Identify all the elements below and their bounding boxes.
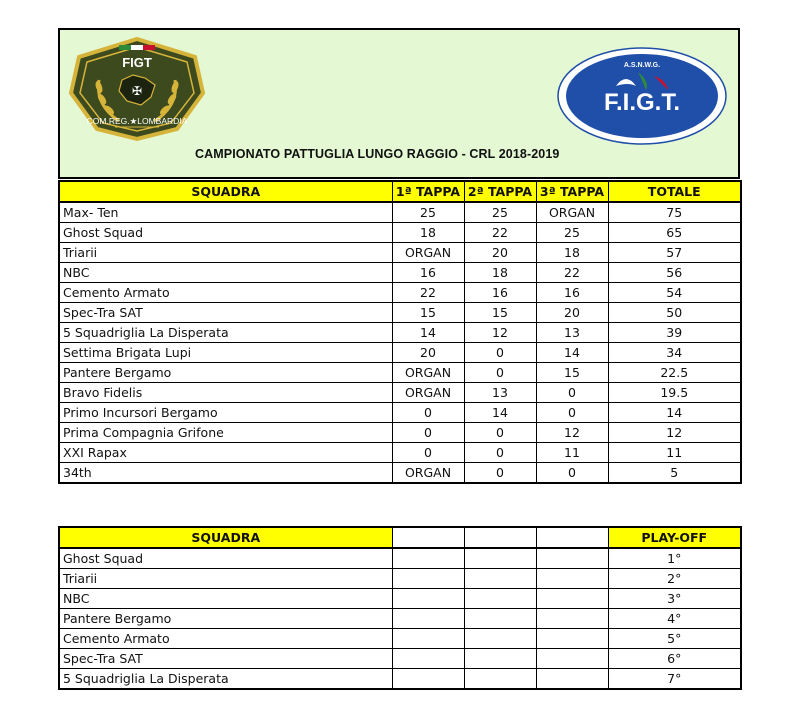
column-header-team: SQUADRA bbox=[59, 527, 392, 548]
team-name-cell: Ghost Squad bbox=[59, 548, 392, 569]
playoff-rank-cell: 2° bbox=[608, 569, 741, 589]
standings-row bbox=[59, 383, 741, 403]
team-name-cell: Pantere Bergamo bbox=[59, 609, 392, 629]
standings-row bbox=[59, 303, 741, 323]
stage-1-cell: ORGAN bbox=[392, 463, 464, 484]
stage-2-cell: 0 bbox=[464, 343, 536, 363]
stage-3-cell: 13 bbox=[536, 323, 608, 343]
stage-2-cell: 20 bbox=[464, 243, 536, 263]
total-cell: 57 bbox=[608, 243, 741, 263]
blank-cell bbox=[536, 609, 608, 629]
blank-cell bbox=[536, 629, 608, 649]
stage-1-cell: ORGAN bbox=[392, 363, 464, 383]
standings-row bbox=[59, 463, 741, 484]
stage-3-cell: 14 bbox=[536, 343, 608, 363]
stage-2-cell: 13 bbox=[464, 383, 536, 403]
team-name-cell: Pantere Bergamo bbox=[59, 363, 392, 383]
playoff-row bbox=[59, 669, 741, 690]
team-name-cell: Ghost Squad bbox=[59, 223, 392, 243]
blank-cell bbox=[464, 649, 536, 669]
stage-3-cell: 15 bbox=[536, 363, 608, 383]
stage-3-cell: 0 bbox=[536, 463, 608, 484]
playoff-row bbox=[59, 649, 741, 669]
stage-2-cell: 25 bbox=[464, 202, 536, 223]
stage-1-cell: 0 bbox=[392, 403, 464, 423]
stage-2-cell: 18 bbox=[464, 263, 536, 283]
blank-cell bbox=[392, 669, 464, 690]
total-cell: 50 bbox=[608, 303, 741, 323]
playoff-rank-cell: 7° bbox=[608, 669, 741, 690]
team-name-cell: Triarii bbox=[59, 569, 392, 589]
playoff-rank-cell: 4° bbox=[608, 609, 741, 629]
standings-row bbox=[59, 202, 741, 223]
stage-1-cell: 0 bbox=[392, 423, 464, 443]
playoff-row bbox=[59, 609, 741, 629]
stage-2-cell: 14 bbox=[464, 403, 536, 423]
blank-cell bbox=[392, 629, 464, 649]
blank-cell bbox=[464, 548, 536, 569]
total-cell: 34 bbox=[608, 343, 741, 363]
stage-1-cell: 14 bbox=[392, 323, 464, 343]
team-name-cell: Prima Compagnia Grifone bbox=[59, 423, 392, 443]
total-cell: 65 bbox=[608, 223, 741, 243]
stage-1-cell: 16 bbox=[392, 263, 464, 283]
playoff-rank-cell: 5° bbox=[608, 629, 741, 649]
logo-ring-text: FEDERAZIONE ITALIANA GIOCHI TATTICI bbox=[578, 108, 706, 139]
total-cell: 14 bbox=[608, 403, 741, 423]
team-name-cell: 5 Squadriglia La Disperata bbox=[59, 669, 392, 690]
standings-row bbox=[59, 223, 741, 243]
playoff-row bbox=[59, 548, 741, 569]
stage-1-cell: 25 bbox=[392, 202, 464, 223]
standings-header-row bbox=[59, 181, 741, 202]
playoff-row bbox=[59, 589, 741, 609]
stage-1-cell: 22 bbox=[392, 283, 464, 303]
playoff-rank-cell: 3° bbox=[608, 589, 741, 609]
playoff-header-row bbox=[59, 527, 741, 548]
total-cell: 11 bbox=[608, 443, 741, 463]
stage-3-cell: 0 bbox=[536, 403, 608, 423]
blank-cell bbox=[464, 609, 536, 629]
standings-row bbox=[59, 323, 741, 343]
header-panel bbox=[58, 28, 740, 179]
stage-2-cell: 0 bbox=[464, 463, 536, 484]
playoff-row bbox=[59, 569, 741, 589]
stage-3-cell: 16 bbox=[536, 283, 608, 303]
column-header-playoff: PLAY-OFF bbox=[608, 527, 741, 548]
blank-cell bbox=[392, 548, 464, 569]
team-name-cell: Primo Incursori Bergamo bbox=[59, 403, 392, 423]
figt-lombardia-badge-logo bbox=[67, 35, 207, 143]
column-header-stage-1: 1ª TAPPA bbox=[392, 181, 464, 202]
playoff-rank-cell: 6° bbox=[608, 649, 741, 669]
stage-3-cell: 11 bbox=[536, 443, 608, 463]
blank-cell bbox=[392, 569, 464, 589]
standings-row bbox=[59, 403, 741, 423]
total-cell: 12 bbox=[608, 423, 741, 443]
standings-table bbox=[58, 180, 742, 484]
stage-2-cell: 12 bbox=[464, 323, 536, 343]
stage-3-cell: 18 bbox=[536, 243, 608, 263]
stage-1-cell: 0 bbox=[392, 443, 464, 463]
stage-1-cell: 20 bbox=[392, 343, 464, 363]
standings-row bbox=[59, 243, 741, 263]
total-cell: 75 bbox=[608, 202, 741, 223]
team-name-cell: Max- Ten bbox=[59, 202, 392, 223]
standings-row bbox=[59, 443, 741, 463]
stage-2-cell: 0 bbox=[464, 363, 536, 383]
stage-3-cell: ORGAN bbox=[536, 202, 608, 223]
page-title: CAMPIONATO PATTUGLIA LUNGO RAGGIO - CRL 2018-2019 bbox=[195, 147, 560, 161]
team-name-cell: XXI Rapax bbox=[59, 443, 392, 463]
team-name-cell: Cemento Armato bbox=[59, 629, 392, 649]
blank-cell bbox=[392, 609, 464, 629]
standings-row bbox=[59, 363, 741, 383]
team-name-cell: Settima Brigata Lupi bbox=[59, 343, 392, 363]
total-cell: 54 bbox=[608, 283, 741, 303]
team-name-cell: Triarii bbox=[59, 243, 392, 263]
blank-cell bbox=[464, 569, 536, 589]
blank-cell bbox=[392, 589, 464, 609]
column-header-blank bbox=[464, 527, 536, 548]
blank-cell bbox=[464, 589, 536, 609]
column-header-blank bbox=[392, 527, 464, 548]
team-name-cell: Spec-Tra SAT bbox=[59, 649, 392, 669]
stage-3-cell: 20 bbox=[536, 303, 608, 323]
team-name-cell: Bravo Fidelis bbox=[59, 383, 392, 403]
column-header-blank bbox=[536, 527, 608, 548]
standings-row bbox=[59, 423, 741, 443]
total-cell: 39 bbox=[608, 323, 741, 343]
team-name-cell: NBC bbox=[59, 589, 392, 609]
team-name-cell: 5 Squadriglia La Disperata bbox=[59, 323, 392, 343]
total-cell: 22.5 bbox=[608, 363, 741, 383]
total-cell: 5 bbox=[608, 463, 741, 484]
blank-cell bbox=[464, 669, 536, 690]
standings-row bbox=[59, 283, 741, 303]
team-name-cell: 34th bbox=[59, 463, 392, 484]
blank-cell bbox=[464, 629, 536, 649]
stage-3-cell: 12 bbox=[536, 423, 608, 443]
badge-top-text: FIGT bbox=[122, 55, 152, 70]
blank-cell bbox=[536, 649, 608, 669]
team-name-cell: NBC bbox=[59, 263, 392, 283]
blank-cell bbox=[392, 649, 464, 669]
stage-2-cell: 0 bbox=[464, 423, 536, 443]
stage-3-cell: 0 bbox=[536, 383, 608, 403]
column-header-team: SQUADRA bbox=[59, 181, 392, 202]
total-cell: 19.5 bbox=[608, 383, 741, 403]
stage-3-cell: 22 bbox=[536, 263, 608, 283]
playoff-rank-cell: 1° bbox=[608, 548, 741, 569]
standings-row bbox=[59, 263, 741, 283]
playoff-row bbox=[59, 629, 741, 649]
stage-3-cell: 25 bbox=[536, 223, 608, 243]
team-name-cell: Cemento Armato bbox=[59, 283, 392, 303]
column-header-total: TOTALE bbox=[608, 181, 741, 202]
blank-cell bbox=[536, 669, 608, 690]
column-header-stage-3: 3ª TAPPA bbox=[536, 181, 608, 202]
svg-text:✠: ✠ bbox=[131, 84, 143, 98]
playoff-table bbox=[58, 526, 742, 690]
logo-main-text: F.I.G.T. bbox=[603, 89, 681, 116]
blank-cell bbox=[536, 589, 608, 609]
blank-cell bbox=[536, 548, 608, 569]
stage-1-cell: 18 bbox=[392, 223, 464, 243]
logo-top-text: A.S.N.W.G. bbox=[623, 62, 661, 69]
stage-2-cell: 16 bbox=[464, 283, 536, 303]
badge-bottom-text: COM.REG.★LOMBARDIA bbox=[86, 116, 188, 126]
team-name-cell: Spec-Tra SAT bbox=[59, 303, 392, 323]
total-cell: 56 bbox=[608, 263, 741, 283]
stage-2-cell: 0 bbox=[464, 443, 536, 463]
standings-row bbox=[59, 343, 741, 363]
stage-2-cell: 22 bbox=[464, 223, 536, 243]
blank-cell bbox=[536, 569, 608, 589]
stage-1-cell: 15 bbox=[392, 303, 464, 323]
stage-1-cell: ORGAN bbox=[392, 383, 464, 403]
stage-1-cell: ORGAN bbox=[392, 243, 464, 263]
column-header-stage-2: 2ª TAPPA bbox=[464, 181, 536, 202]
figt-federation-logo bbox=[556, 46, 728, 146]
stage-2-cell: 15 bbox=[464, 303, 536, 323]
